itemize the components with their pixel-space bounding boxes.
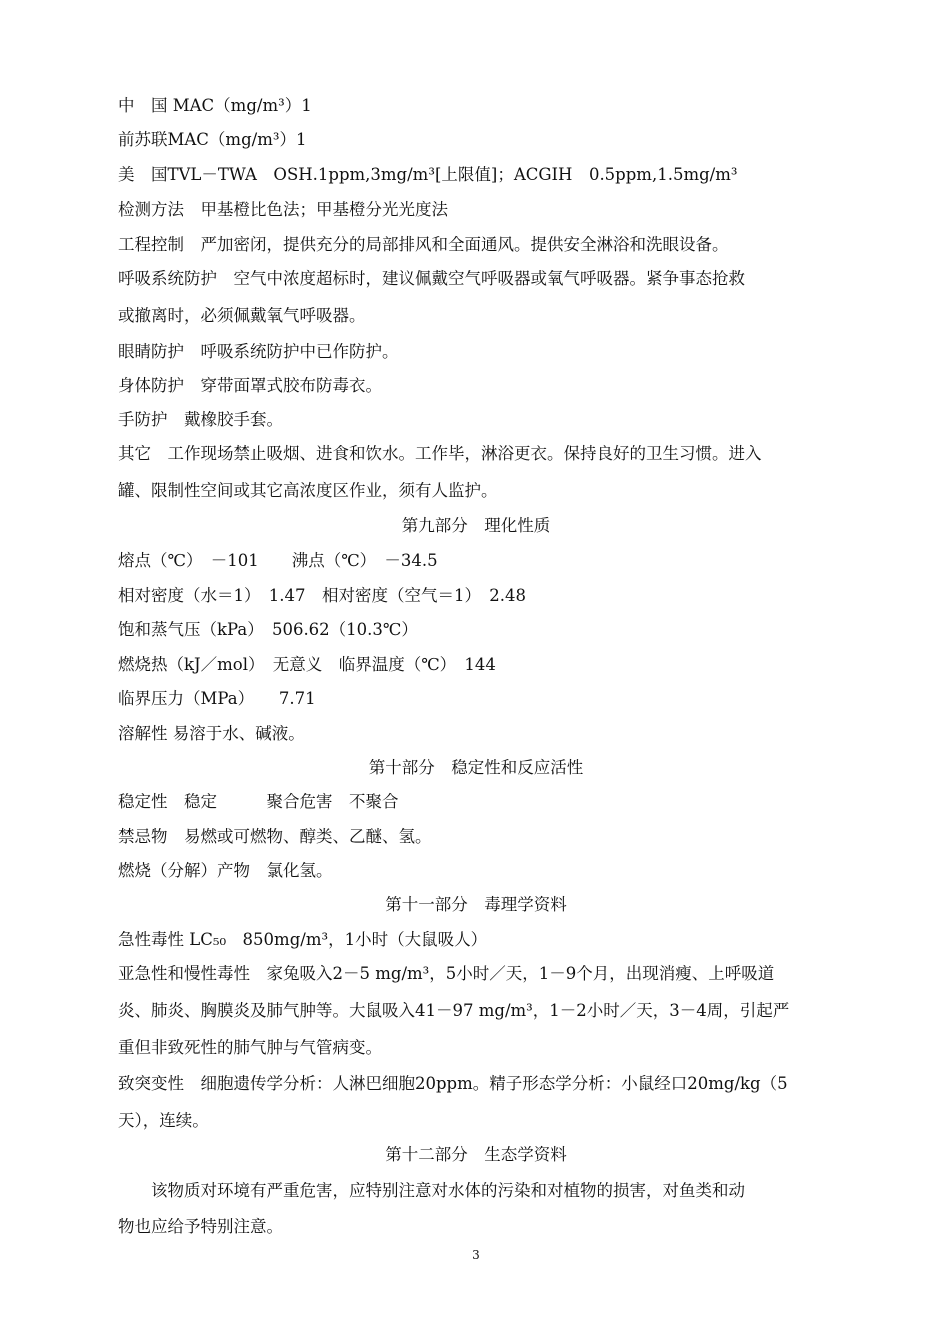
text-line: 前苏联MAC（mg/m³）1 bbox=[118, 130, 307, 149]
section-heading: 第九部分 理化性质 bbox=[401, 516, 551, 535]
text-line: 手防护 戴橡胶手套。 bbox=[118, 410, 283, 429]
text-line: 燃烧热（kJ／mol） 无意义 临界温度（℃） 144 bbox=[118, 655, 496, 674]
text-line: 中 国 MAC（mg/m³）1 bbox=[118, 96, 312, 115]
text-line: 呼吸系统防护 空气中浓度超标时，建议佩戴空气呼吸器或氧气呼吸器。紧争事态抢救 bbox=[118, 269, 745, 288]
text-line: 美 国TVL－TWA OSH.1ppm,3mg/m³[上限值]；ACGIH 0.5ppm,1.5mg/m³ bbox=[118, 165, 738, 184]
text-line: 致突变性 细胞遗传学分析：人淋巴细胞20ppm。精子形态学分析：小鼠经口20mg/kg（5 bbox=[118, 1074, 788, 1093]
text-line: 溶解性 易溶于水、碱液。 bbox=[118, 724, 305, 743]
text-line: 或撤离时，必须佩戴氧气呼吸器。 bbox=[118, 306, 366, 325]
text-line: 罐、限制性空间或其它高浓度区作业，须有人监护。 bbox=[118, 481, 498, 500]
section-heading: 第十二部分 生态学资料 bbox=[385, 1145, 567, 1164]
text-line: 天），连续。 bbox=[118, 1111, 209, 1130]
section-heading: 第十一部分 毒理学资料 bbox=[385, 895, 567, 914]
section-heading: 第十部分 稳定性和反应活性 bbox=[368, 758, 584, 777]
text-line: 重但非致死性的肺气肿与气管病变。 bbox=[118, 1038, 382, 1057]
text-line: 检测方法 甲基橙比色法；甲基橙分光光度法 bbox=[118, 200, 448, 219]
text-line: 工程控制 严加密闭，提供充分的局部排风和全面通风。提供安全淋浴和洗眼设备。 bbox=[118, 235, 729, 254]
text-line: 饱和蒸气压（kPa） 506.62（10.3℃） bbox=[118, 620, 418, 639]
text-line: 急性毒性 LC₅₀ 850mg/m³，1小时（大鼠吸人） bbox=[118, 930, 488, 949]
text-line: 燃烧（分解）产物 氯化氢。 bbox=[118, 861, 333, 880]
page-number: 3 bbox=[472, 1248, 480, 1262]
text-line: 物也应给予特别注意。 bbox=[118, 1217, 283, 1236]
text-line: 临界压力（MPa） 7.71 bbox=[118, 689, 316, 708]
text-line: 熔点（℃） －101 沸点（℃） －34.5 bbox=[118, 551, 438, 570]
text-line: 眼睛防护 呼吸系统防护中已作防护。 bbox=[118, 342, 399, 361]
text-line: 相对密度（水＝1） 1.47 相对密度（空气＝1） 2.48 bbox=[118, 586, 526, 605]
text-line: 身体防护 穿带面罩式胶布防毒衣。 bbox=[118, 376, 382, 395]
text-line: 亚急性和慢性毒性 家兔吸入2－5 mg/m³，5小时／天，1－9个月，出现消瘦、上呼吸道 bbox=[118, 964, 775, 983]
text-line: 稳定性 稳定 聚合危害 不聚合 bbox=[118, 792, 399, 811]
text-line: 其它 工作现场禁止吸烟、进食和饮水。工作毕，淋浴更衣。保持良好的卫生习惯。进入 bbox=[118, 444, 762, 463]
text-line: 禁忌物 易燃或可燃物、醇类、乙醚、氢。 bbox=[118, 827, 432, 846]
text-line: 该物质对环境有严重危害，应特别注意对水体的污染和对植物的损害，对鱼类和动 bbox=[118, 1181, 745, 1200]
text-line: 炎、肺炎、胸膜炎及肺气肿等。大鼠吸入41－97 mg/m³，1－2小时／天，3－4周，引起严 bbox=[118, 1001, 790, 1020]
